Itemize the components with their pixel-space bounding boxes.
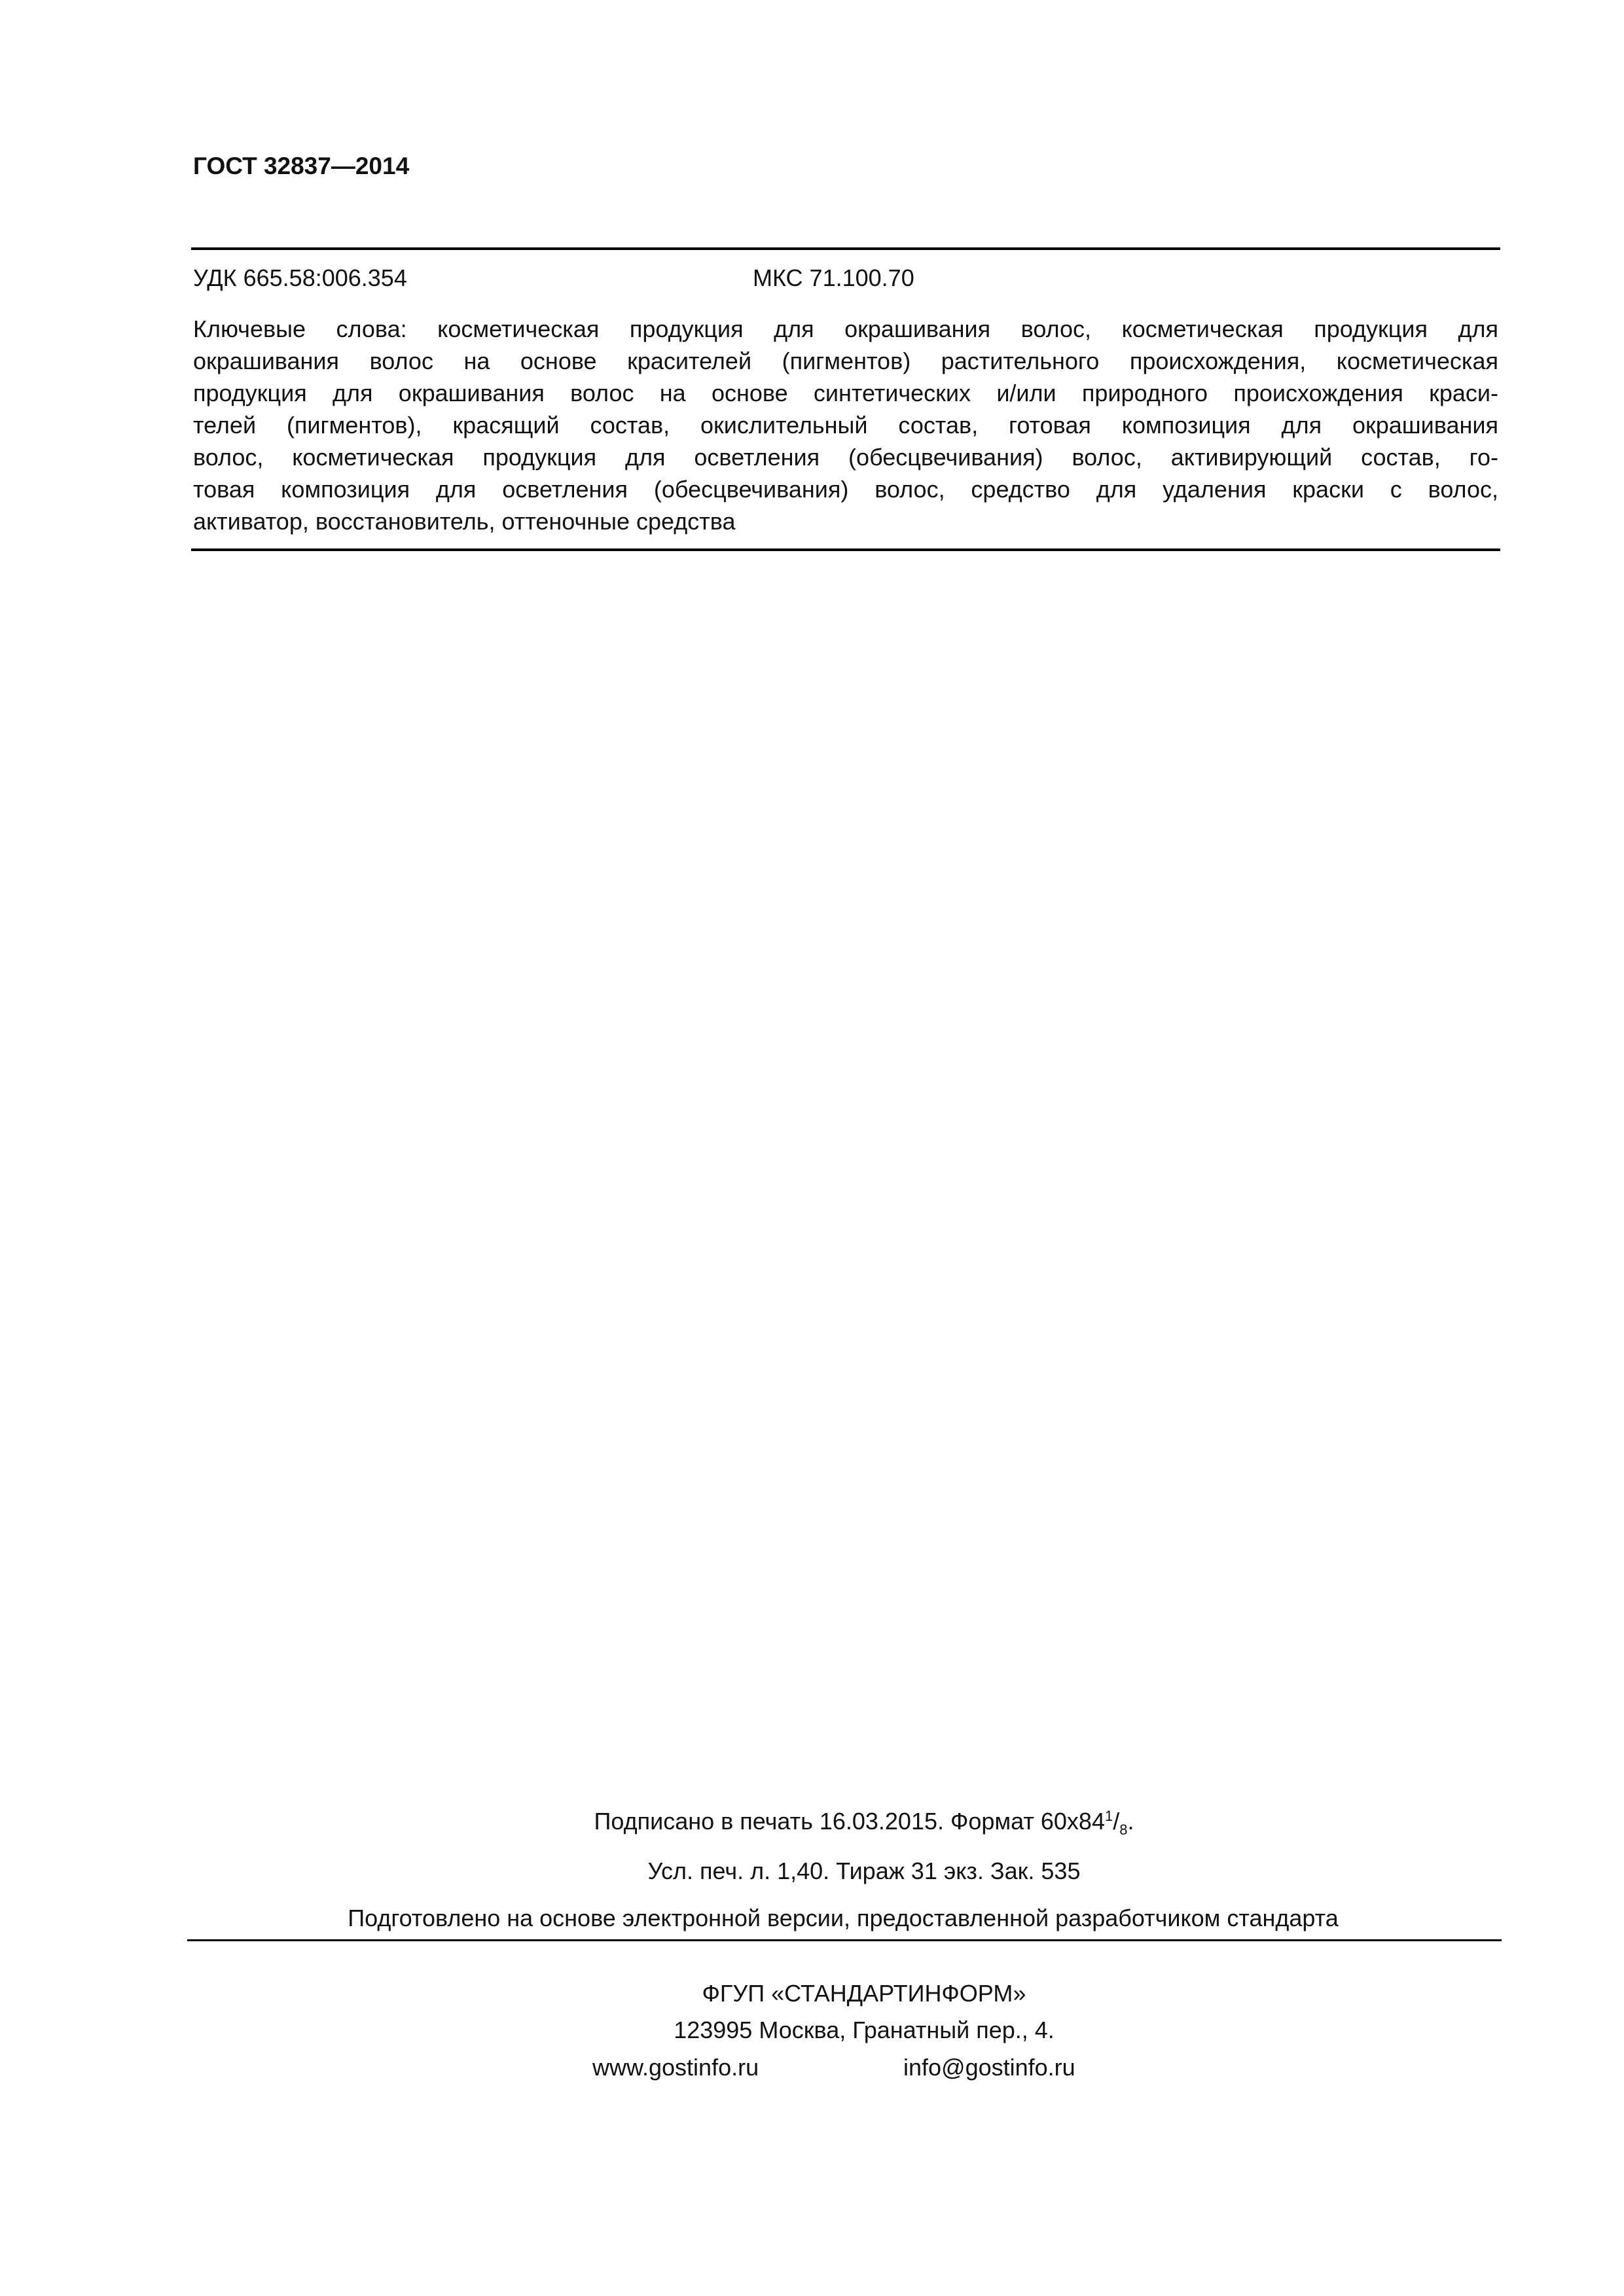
- keywords-line: продукция для окрашивания волос на основе синтетических и/или природного происхождения краси-: [193, 380, 1498, 406]
- imprint-rule: [187, 1939, 1502, 1941]
- keywords-line: активатор, восстановитель, оттеночные средства: [193, 508, 736, 535]
- keywords-bottom-rule: [191, 548, 1500, 551]
- keywords-line: телей (пигментов), красящий состав, окислительный состав, готовая композиция для окрашивания: [193, 412, 1498, 439]
- website-link[interactable]: www.gostinfo.ru: [592, 2054, 759, 2081]
- print-sheets: Усл. печ. л. 1,40. Тираж 31 экз. Зак. 535: [647, 1857, 1081, 1884]
- format-denominator: 8: [1119, 1821, 1128, 1839]
- email-link[interactable]: info@gostinfo.ru: [903, 2054, 1075, 2081]
- keywords-line: окрашивания волос на основе красителей (пигментов) растительного происхождения, косметическая: [193, 348, 1498, 374]
- keywords-paragraph: [193, 313, 1498, 537]
- signed-text: Подписано в печать 16.03.2015. Формат 60x84: [594, 1808, 1105, 1835]
- udk-code: УДК 665.58:006.354: [193, 264, 407, 291]
- mks-code: МКС 71.100.70: [753, 264, 914, 291]
- top-rule: [191, 247, 1500, 250]
- format-period: .: [1127, 1808, 1134, 1835]
- keywords-line: товая композиция для осветления (обесцвечивания) волос, средство для удаления краски с волос,: [193, 476, 1498, 503]
- prepared-note: Подготовлено на основе электронной версии, предоставленной разработчиком стандарта: [348, 1905, 1339, 1931]
- keywords-line: волос, косметическая продукция для осветления (обесцвечивания) волос, активирующий состав, го-: [193, 444, 1498, 471]
- keywords-line: Ключевые слова: косметическая продукция для окрашивания волос, косметическая продукция для: [193, 315, 1498, 342]
- document-code: ГОСТ 32837—2014: [193, 152, 410, 179]
- publisher-address: 123995 Москва, Гранатный пер., 4.: [674, 2017, 1055, 2043]
- format-slash: /: [1113, 1808, 1120, 1835]
- signed-for-print: [393, 1808, 1335, 1839]
- publisher-name: ФГУП «СТАНДАРТИНФОРМ»: [702, 1980, 1026, 2007]
- format-numerator: 1: [1104, 1808, 1113, 1824]
